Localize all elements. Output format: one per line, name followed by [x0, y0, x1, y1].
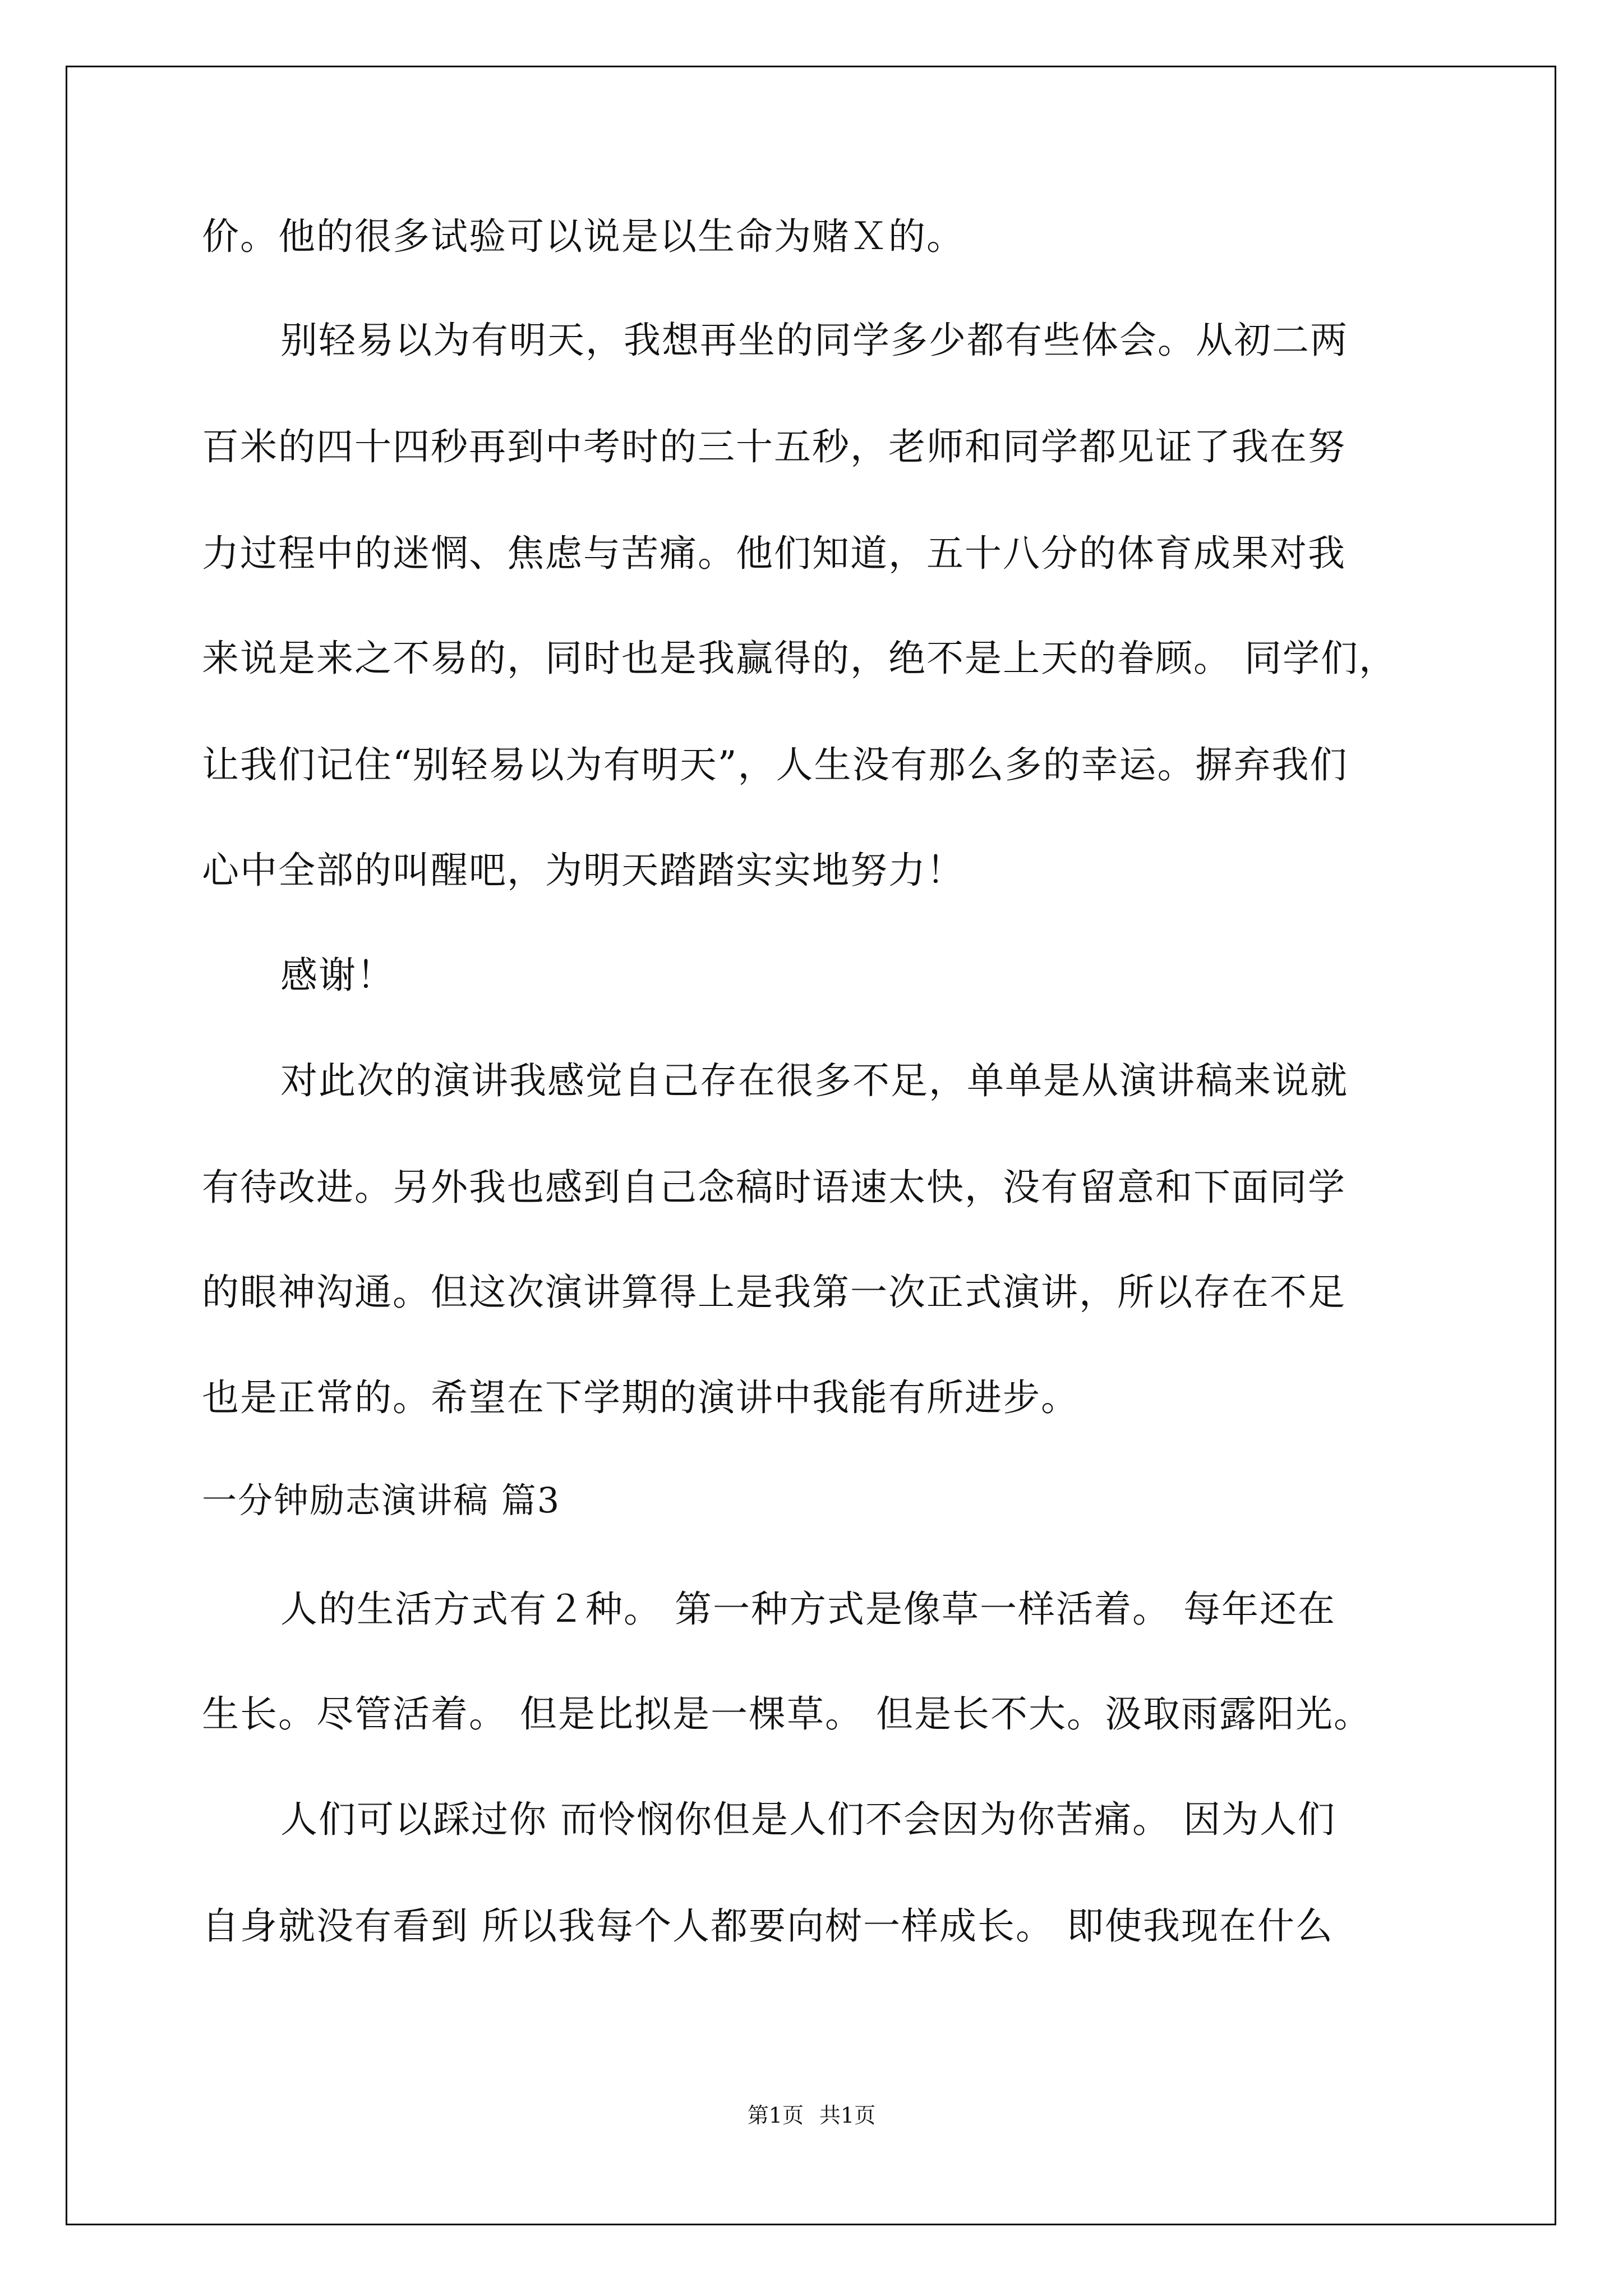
paragraph-line: 力过程中的迷惘、焦虑与苦痛。他们知道，五十八分的体育成果对我: [202, 532, 1346, 575]
paragraph-line: 百米的四十四秒再到中考时的三十五秒，老师和同学都见证了我在努: [202, 425, 1346, 468]
page-number: 第1页: [747, 2103, 804, 2128]
paragraph-line: 感谢！: [280, 954, 395, 997]
page-total: 共1页: [819, 2103, 876, 2128]
paragraph-line: 人们可以踩过你 而怜悯你但是人们不会因为你苦痛。 因为人们: [280, 1798, 1336, 1841]
paragraph-line: 别轻易以为有明天，我想再坐的同学多少都有些体会。从初二两: [280, 319, 1348, 362]
page-footer: [0, 2101, 1623, 2129]
paragraph-line: 心中全部的叫醒吧，为明天踏踏实实地努力！: [202, 849, 965, 892]
page-border: [66, 66, 1556, 2225]
paragraph-line: 对此次的演讲我感觉自己存在很多不足，单单是从演讲稿来说就: [280, 1059, 1348, 1102]
paragraph-line: 自身就没有看到 所以我每个人都要向树一样成长。 即使我现在什么: [202, 1904, 1334, 1948]
paragraph-line: 人的生活方式有２种。 第一种方式是像草一样活着。 每年还在: [280, 1588, 1336, 1631]
paragraph-line: 生长。尽管活着。 但是比拟是一棵草。 但是长不大。汲取雨露阳光。: [202, 1692, 1372, 1736]
paragraph-line: 也是正常的。希望在下学期的演讲中我能有所进步。: [202, 1376, 1079, 1419]
paragraph-line: 有待改进。另外我也感到自己念稿时语速太快，没有留意和下面同学: [202, 1166, 1346, 1209]
paragraph-line: 让我们记住“别轻易以为有明天”，人生没有那么多的幸运。摒弃我们: [202, 743, 1348, 786]
paragraph-line: 来说是来之不易的，同时也是我赢得的，绝不是上天的眷顾。 同学们，: [202, 637, 1397, 680]
section-heading: 一分钟励志演讲稿 篇3: [202, 1480, 561, 1521]
paragraph-line: 的眼神沟通。但这次演讲算得上是我第一次正式演讲，所以存在不足: [202, 1271, 1346, 1314]
paragraph-line: 价。他的很多试验可以说是以生命为赌Ｘ的。: [202, 215, 965, 258]
